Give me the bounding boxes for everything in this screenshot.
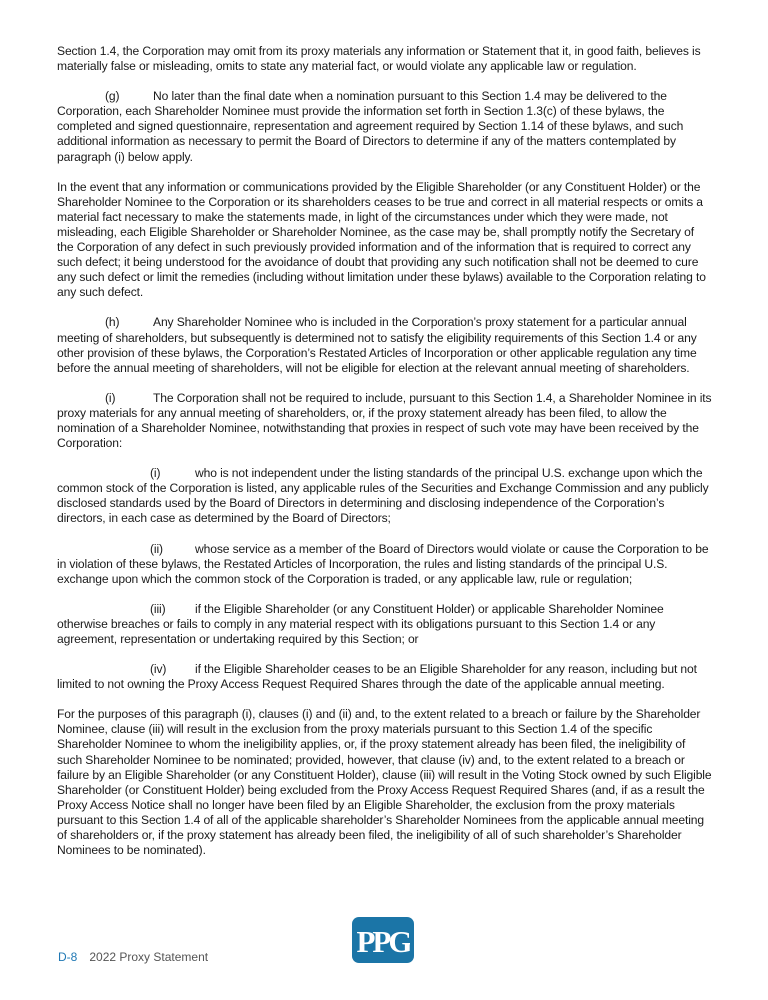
paragraph-label: (i): [105, 390, 116, 405]
paragraph-event-notice: In the event that any information or communications provided by the Eligible Shareholder (or any Constituent Holder) or the Shareholder Nominee to the Corporation or its shareholders ceases to be true and correct in all material respects or omits a material fact necessary to make the statements made, in light of the circumstances under which they were made, not misleading, each Eligible Shareholder or Shareholder Nominee, as the case may be, shall promptly notify the Secretary of the Corporation of any defect in such previously provided information and of the information that is required to correct any such defect; it being understood for the avoidance of doubt that providing any such notification shall not be deemed to cure any such defect or limit the remedies (including without limitation under these bylaws) available to the Corporation relating to any such defect.: [57, 179, 706, 300]
paragraph-label: (g): [105, 89, 120, 104]
page-footer: [58, 950, 208, 964]
clause-iv: (iv) if the Eligible Shareholder ceases to be an Eligible Shareholder for any reason, including but not limited to not owning the Proxy Access Request Required Shares through the date of the applicable annual meeting.: [57, 662, 697, 692]
clause-i: (i) who is not independent under the listing standards of the principal U.S. exchange upon which the common stock of the Corporation is listed, any applicable rules of the Securities and Exchange Commission and any publicly disclosed standards used by the Board of Directors in determining and disclosing independence of the Corporation’s directors, in each case as determined by the Board of Directors;: [57, 466, 709, 526]
paragraph-i: (i) The Corporation shall not be required to include, pursuant to this Section 1.4, a Shareholder Nominee in its proxy materials for any annual meeting of shareholders, or, if the proxy statement already has been filed, to allow the nomination of a Shareholder Nominee, notwithstanding that proxies in respect of such vote may have been received by the Corporation:: [57, 390, 712, 451]
ppg-logo: [352, 917, 414, 963]
paragraph-label: (h): [105, 315, 120, 330]
ppg-logo-icon: [356, 921, 410, 959]
footer-title: 2022 Proxy Statement: [89, 950, 209, 964]
clause-iii: (iii) if the Eligible Shareholder (or any Constituent Holder) or applicable Shareholder Nominee otherwise breaches or fails to comply in any material respect with its obligations pursuant to this Section 1.4 or any agreement, representation or undertaking required by this Section; or: [57, 601, 664, 646]
paragraph-purposes: For the purposes of this paragraph (i), clauses (i) and (ii) and, to the extent related to a breach or failure by the Shareholder Nominee, clause (iii) will result in the exclusion from the proxy materials pursuant to this Section 1.4 of the specific Shareholder Nominee to whom the ineligibility applies, or, if the proxy statement already has been filed, the ineligibility of such Shareholder Nominee to be nominated; provided, however, that clause (iv) and, to the extent related to a breach or failure by an Eligible Shareholder (or any Constituent Holder), clause (iii) will result in the Voting Stock owned by such Eligible Shareholder (or Constituent Holder) being excluded from the Proxy Access Request Required Shares (and, if as a result the Proxy Access Notice shall no longer have been filed by an Eligible Shareholder, the exclusion from the proxy materials pursuant to this Section 1.4 of all of the applicable shareholder’s Shareholder Nominees from the applicable annual meeting of shareholders or, if the proxy statement has already been filed, the ineligibility of all of such shareholder’s Shareholder Nominees to be nominated).: [57, 707, 712, 858]
page-number: D-8: [58, 950, 78, 964]
paragraph-g: (g) No later than the final date when a nomination pursuant to this Section 1.4 may be delivered to the Corporation, each Shareholder Nominee must provide the information set forth in Section 1.3(c) of these bylaws, the completed and signed questionnaire, representation and agreement required by Section 1.14 of these bylaws, and such additional information as necessary to permit the Board of Directors to determine if any of the matters contemplated by paragraph (i) below apply.: [57, 89, 684, 164]
paragraph-h: (h) Any Shareholder Nominee who is included in the Corporation’s proxy statement for a particular annual meeting of shareholders, but subsequently is determined not to satisfy the eligibility requirements of this Section 1.4 or any other provision of these bylaws, the Corporation’s Restated Articles of Incorporation or other applicable regulation any time before the annual meeting of shareholders, will not be eligible for election at the relevant annual meeting of shareholders.: [57, 315, 697, 375]
clause-label: (ii): [150, 541, 163, 556]
paragraph-continuation: Section 1.4, the Corporation may omit from its proxy materials any information or Statement that it, in good faith, believes is materially false or misleading, omits to state any material fact, or would violate any applicable law or regulation.: [57, 44, 701, 74]
svg-text:PPG: PPG: [356, 924, 410, 959]
clause-label: (i): [150, 466, 161, 481]
document-body: [57, 44, 713, 873]
clause-label: (iii): [150, 601, 166, 616]
clause-label: (iv): [150, 662, 167, 677]
clause-ii: (ii) whose service as a member of the Board of Directors would violate or cause the Corporation to be in violation of these bylaws, the Restated Articles of Incorporation, the rules and listing standards of the principal U.S. exchange upon which the common stock of the Corporation is traded, or any applicable law, rule or regulation;: [57, 541, 709, 586]
